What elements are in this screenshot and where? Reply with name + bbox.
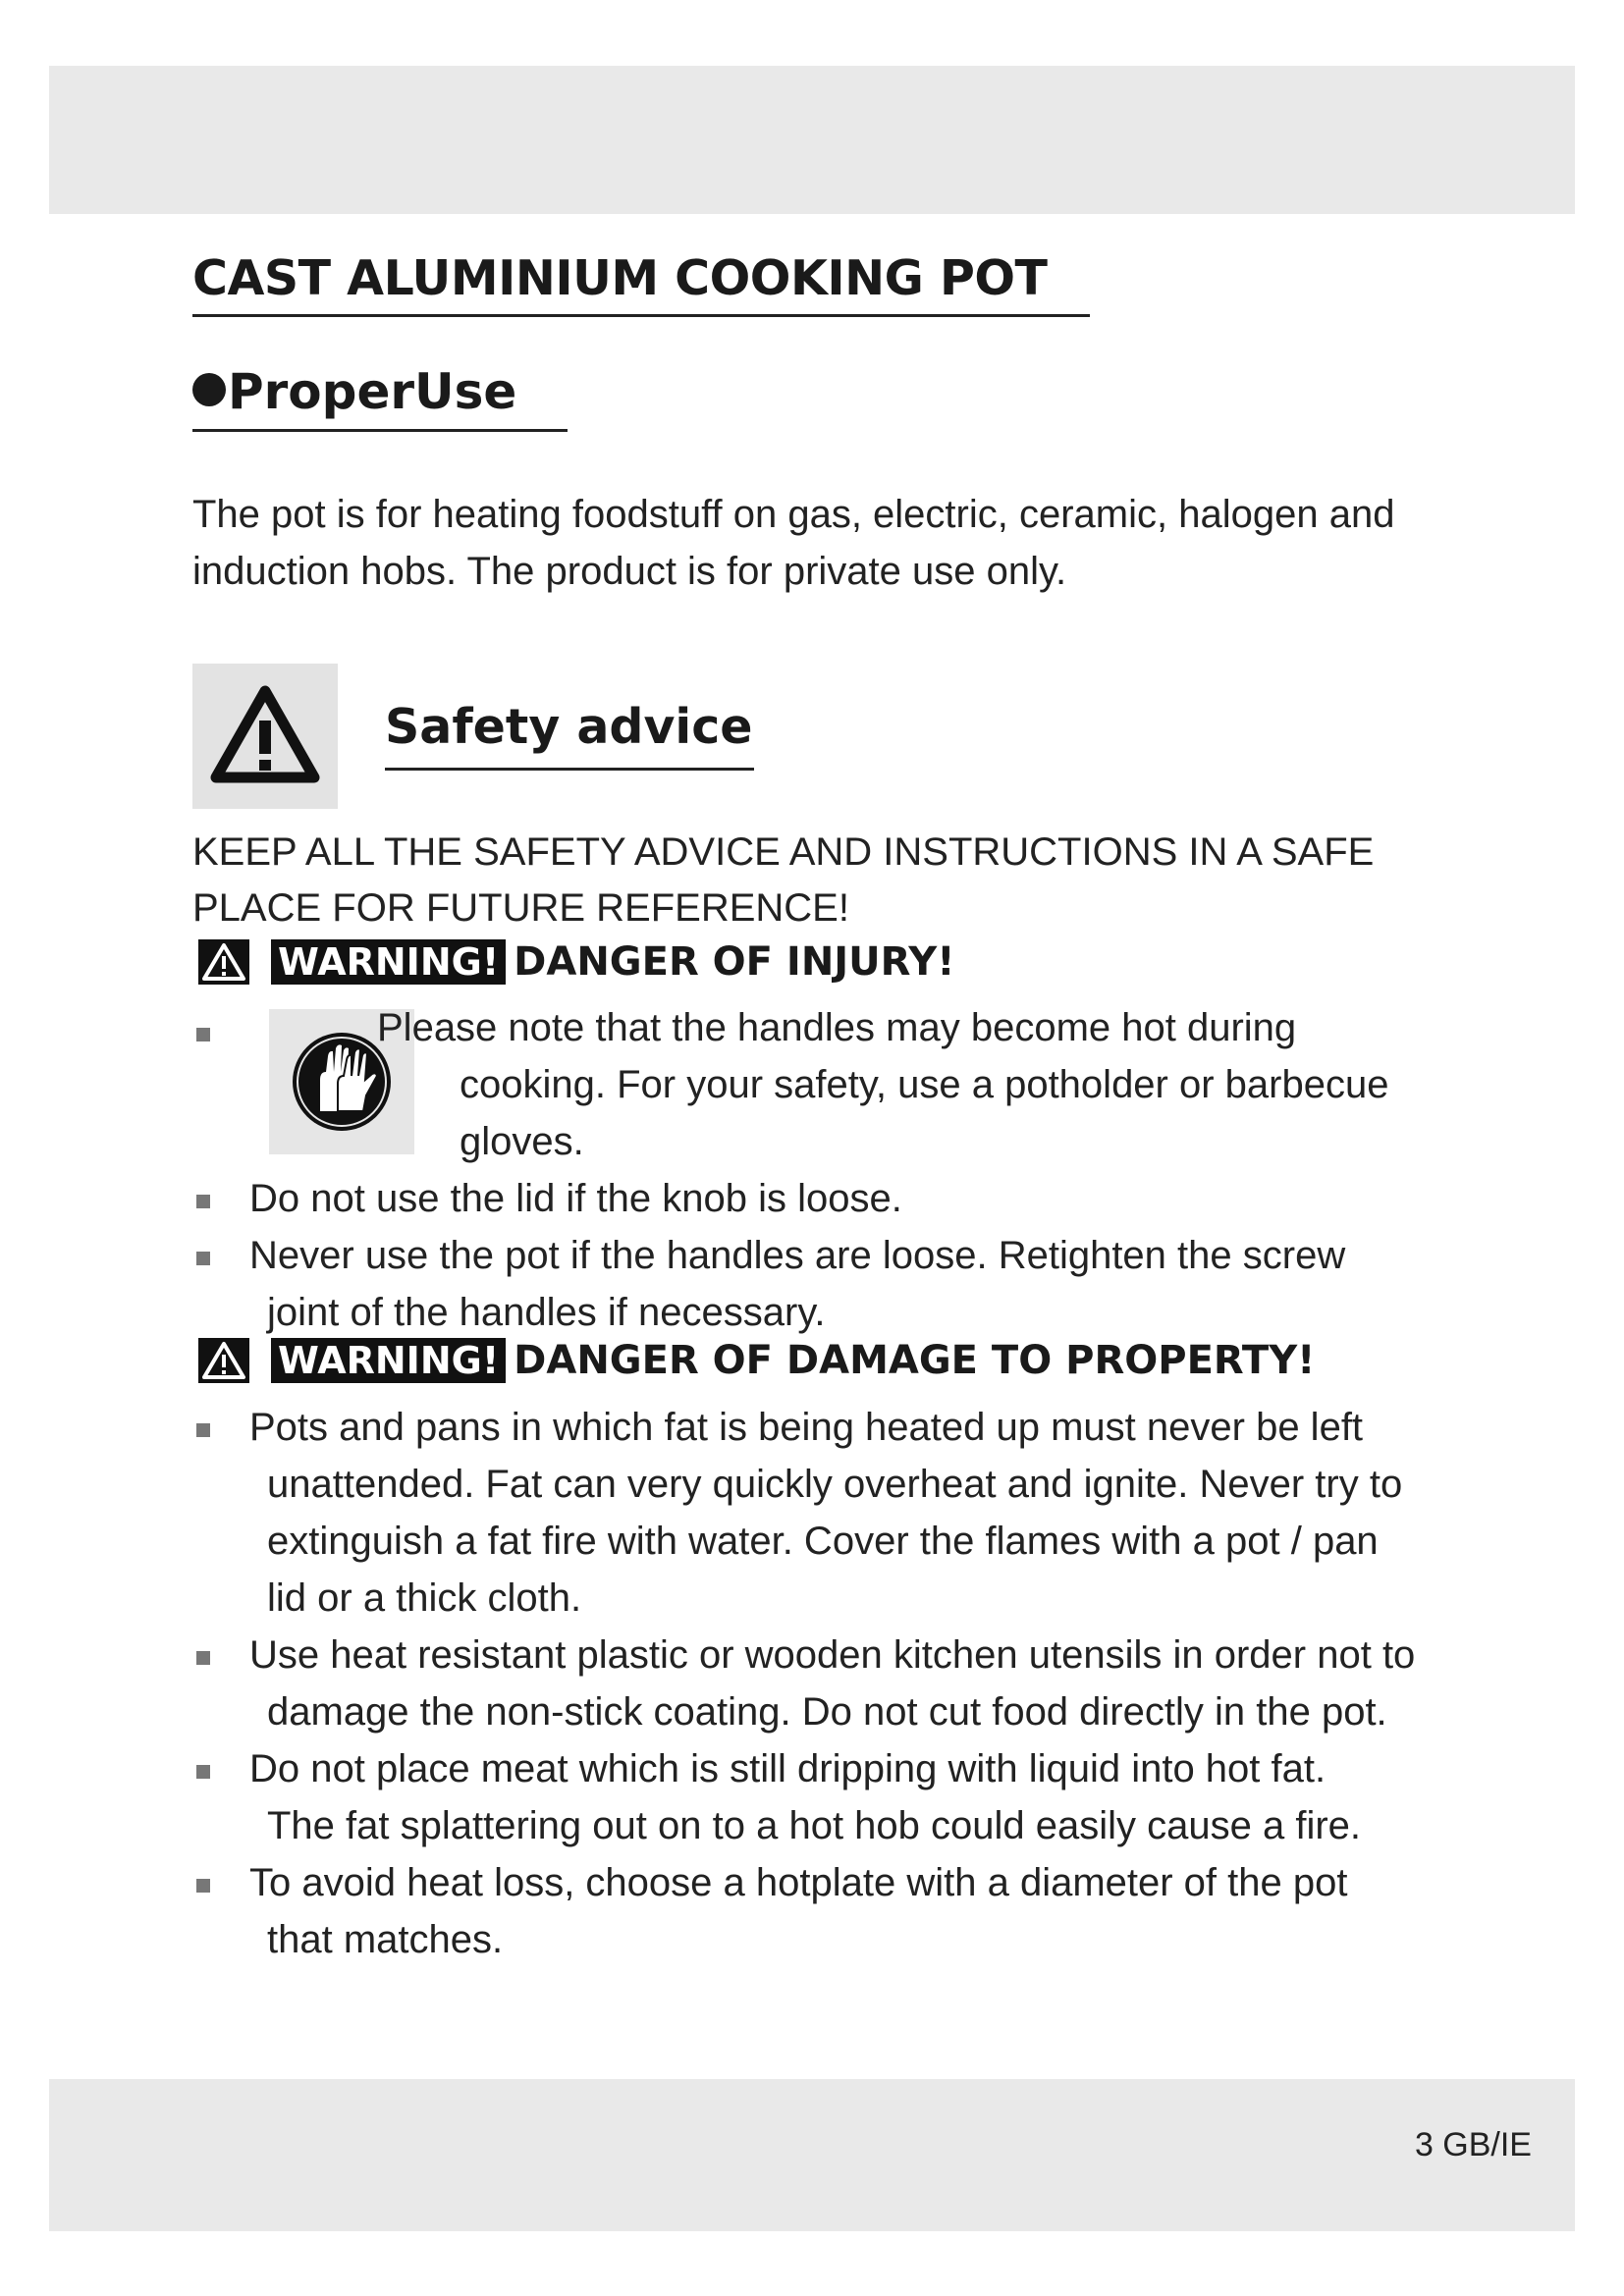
injury-item-1-line: cooking. For your safety, use a potholder or barbecue — [460, 1063, 1389, 1106]
warning-damage — [198, 1338, 1315, 1383]
injury-item-3-line: joint of the handles if necessary. — [267, 1291, 826, 1334]
list-bullet-icon — [196, 1195, 210, 1208]
warning-title: DANGER OF INJURY! — [514, 939, 955, 985]
list-bullet-icon — [196, 1252, 210, 1265]
intro-line: The pot is for heating foodstuff on gas, electric, ceramic, halogen and — [192, 493, 1395, 536]
safety-underline — [385, 768, 754, 771]
intro-line: induction hobs. The product is for private use only. — [192, 550, 1067, 593]
section-heading — [192, 363, 516, 420]
keep-notice-line: PLACE FOR FUTURE REFERENCE! — [192, 886, 849, 930]
damage-item-2-line: damage the non-stick coating. Do not cut food directly in the pot. — [267, 1690, 1387, 1734]
damage-item-1-line: Pots and pans in which fat is being heated up must never be left — [249, 1406, 1364, 1449]
damage-item-3-line: The fat splattering out on to a hot hob could easily cause a fire. — [267, 1804, 1362, 1847]
document-title: CAST ALUMINIUM COOKING POT — [192, 250, 1048, 306]
section-heading-text: ProperUse — [228, 363, 517, 420]
damage-item-4-line: To avoid heat loss, choose a hotplate with a diameter of the pot — [249, 1861, 1348, 1904]
list-bullet-icon — [196, 1028, 210, 1041]
warning-injury — [198, 939, 954, 985]
list-bullet-icon — [196, 1423, 210, 1437]
damage-item-1-line: lid or a thick cloth. — [267, 1576, 582, 1620]
damage-item-1-line: extinguish a fat fire with water. Cover the flames with a pot / pan — [267, 1520, 1379, 1563]
injury-item-3-line: Never use the pot if the handles are loose. Retighten the screw — [249, 1234, 1346, 1277]
list-bullet-icon — [196, 1879, 210, 1893]
injury-item-1-line: gloves. — [460, 1120, 584, 1163]
filled-circle-icon — [192, 373, 226, 406]
warning-title: DANGER OF DAMAGE TO PROPERTY! — [514, 1338, 1316, 1383]
list-bullet-icon — [196, 1765, 210, 1779]
warning-label: WARNING! — [271, 939, 506, 985]
damage-item-1-line: unattended. Fat can very quickly overheat and ignite. Never try to — [267, 1463, 1403, 1506]
warning-triangle-icon — [192, 664, 338, 809]
footer-band — [49, 2079, 1575, 2231]
warning-triangle-icon — [198, 939, 249, 985]
damage-item-2-line: Use heat resistant plastic or wooden kitchen utensils in order not to — [249, 1633, 1416, 1677]
injury-item-2-line: Do not use the lid if the knob is loose. — [249, 1177, 902, 1220]
list-bullet-icon — [196, 1651, 210, 1665]
safety-heading: Safety advice — [385, 699, 753, 755]
keep-notice-line: KEEP ALL THE SAFETY ADVICE AND INSTRUCTIONS IN A SAFE — [192, 830, 1375, 874]
page-number: 3 GB/IE — [1414, 2126, 1532, 2163]
header-band — [49, 66, 1575, 214]
warning-triangle-icon — [198, 1338, 249, 1383]
damage-item-3-line: Do not place meat which is still dripping with liquid into hot fat. — [249, 1747, 1326, 1790]
section-underline — [192, 429, 568, 432]
injury-item-1-line: Please note that the handles may become hot during — [377, 1006, 1297, 1049]
warning-label: WARNING! — [271, 1338, 506, 1383]
title-underline — [192, 314, 1090, 317]
damage-item-4-line: that matches. — [267, 1918, 504, 1961]
safety-warning-icon-box — [192, 664, 338, 809]
